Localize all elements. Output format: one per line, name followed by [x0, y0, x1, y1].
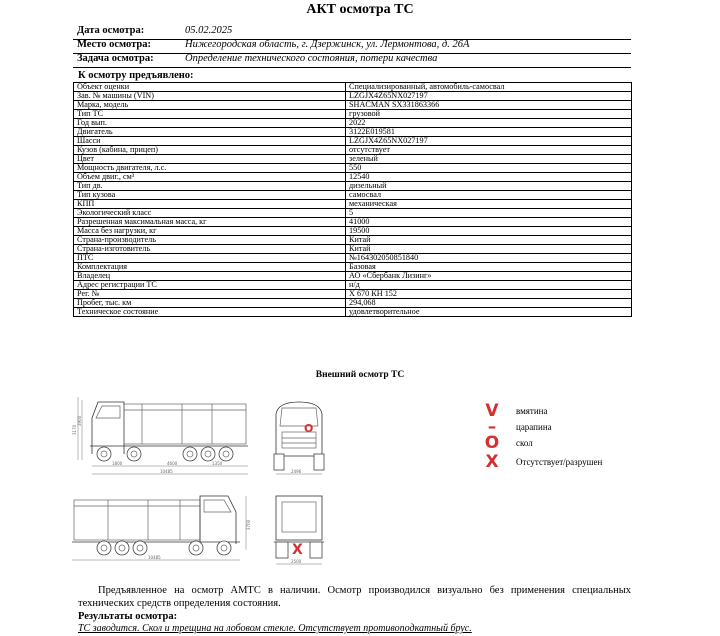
legend-label: скол [516, 438, 533, 448]
spec-label: Адрес регистрации ТС [74, 281, 346, 290]
spec-label: Объем двиг., см³ [74, 173, 346, 182]
spec-label: Двигатель [74, 128, 346, 137]
spec-row [74, 245, 632, 254]
header-label: Дата осмотра: [77, 25, 145, 36]
spec-label: Марка, модель [74, 101, 346, 110]
spec-row [74, 128, 632, 137]
legend-chip [483, 433, 643, 453]
spec-label: Рег. № [74, 290, 346, 299]
spec-row [74, 281, 632, 290]
svg-text:2496: 2496 [291, 469, 302, 474]
scratch-mark-icon: – [487, 417, 497, 437]
legend-missing [483, 452, 643, 472]
spec-label: КПП [74, 200, 346, 209]
presented-heading: К осмотру предъявлено: [78, 70, 194, 81]
spec-label: Техническое состояние [74, 308, 346, 317]
truck-front-view-drawing [264, 396, 334, 480]
truck-rear-view-drawing [264, 488, 334, 572]
spec-label: Цвет [74, 155, 346, 164]
spec-value: LZGJX4Z65NX027197 [346, 137, 632, 146]
spec-row [74, 83, 632, 92]
spec-label: Комплектация [74, 263, 346, 272]
spec-value: 19500 [346, 227, 632, 236]
spec-label: Масса без нагрузки, кг [74, 227, 346, 236]
spec-row [74, 200, 632, 209]
spec-row [74, 137, 632, 146]
missing-mark-icon: X [485, 452, 499, 472]
spec-row [74, 254, 632, 263]
spec-row [74, 227, 632, 236]
truck-side-view-lower-drawing [68, 488, 254, 572]
spec-value: отсутствует [346, 146, 632, 155]
chip-mark-icon: O [484, 433, 500, 453]
header-value: 05.02.2025 [185, 25, 233, 36]
spec-value: самосвал [346, 191, 632, 200]
svg-text:10485: 10485 [148, 555, 161, 560]
spec-label: Мощность двигателя, л.с. [74, 164, 346, 173]
spec-row [74, 182, 632, 191]
spec-row [74, 110, 632, 119]
legend-label: царапина [516, 422, 552, 432]
spec-label: Зав. № машины (VIN) [74, 92, 346, 101]
spec-label: Шасси [74, 137, 346, 146]
header-row-date [73, 25, 631, 40]
truck-side-view-drawing [72, 392, 250, 482]
spec-label: Страна-производитель [74, 236, 346, 245]
spec-value: 12540 [346, 173, 632, 182]
svg-text:4600: 4600 [167, 461, 178, 466]
spec-label: Год вып. [74, 119, 346, 128]
spec-label: Пробег, тыс. км [74, 299, 346, 308]
spec-row [74, 209, 632, 218]
spec-row [74, 308, 632, 317]
svg-text:3900: 3900 [77, 415, 82, 426]
spec-value: 294,068 [346, 299, 632, 308]
results-text: ТС заводится. Скол и трещина на лобовом стекле. Отсутствует противоподкатный брус. [78, 623, 472, 634]
spec-label: Тип кузова [74, 191, 346, 200]
damage-mark-missing: X [292, 542, 303, 558]
spec-value: АО «Сбербанк Лизинг» [346, 272, 632, 281]
header-value: Определение технического состояния, потери качества [185, 53, 438, 64]
spec-label: ПТС [74, 254, 346, 263]
damage-mark-chip: O [304, 422, 314, 435]
spec-label: Тип дв. [74, 182, 346, 191]
spec-row [74, 272, 632, 281]
spec-value: удовлетворительное [346, 308, 632, 317]
spec-row [74, 173, 632, 182]
svg-text:1350: 1350 [212, 461, 223, 466]
spec-row [74, 191, 632, 200]
spec-label: Тип ТС [74, 110, 346, 119]
results-heading: Результаты осмотра: [78, 611, 178, 622]
spec-value: SHACMAN SX331863366 [346, 101, 632, 110]
spec-value: 2022 [346, 119, 632, 128]
spec-label: Объект оценки [74, 83, 346, 92]
header-value: Нижегородская область, г. Дзержинск, ул. Лермонтова, д. 26А [185, 39, 470, 50]
spec-value: Специализированный, автомобиль-самосвал [346, 83, 632, 92]
spec-row [74, 146, 632, 155]
spec-value: Китай [346, 236, 632, 245]
spec-row [74, 119, 632, 128]
legend-label: Отсутствует/разрушен [516, 457, 603, 467]
spec-label: Страна-изготовитель [74, 245, 346, 254]
spec-value: дизельный [346, 182, 632, 191]
svg-text:3700: 3700 [246, 519, 251, 530]
header-label: Место осмотра: [77, 39, 152, 50]
spec-row [74, 299, 632, 308]
spec-row [74, 236, 632, 245]
spec-row [74, 164, 632, 173]
spec-value: №164302050851840 [346, 254, 632, 263]
vehicle-spec-table [73, 82, 632, 317]
spec-value: Базовая [346, 263, 632, 272]
spec-value: 3122E019581 [346, 128, 632, 137]
spec-row [74, 92, 632, 101]
spec-label: Владелец [74, 272, 346, 281]
header-row-place [73, 39, 631, 54]
svg-text:3170: 3170 [72, 424, 77, 435]
spec-value: 5 [346, 209, 632, 218]
spec-row [74, 218, 632, 227]
svg-text:10485: 10485 [160, 469, 173, 474]
legend-label: вмятина [516, 406, 548, 416]
spec-label: Кузов (кабина, прицеп) [74, 146, 346, 155]
spec-row [74, 263, 632, 272]
svg-text:2500: 2500 [291, 559, 302, 564]
dent-mark-icon: V [485, 401, 499, 421]
spec-label: Экологический класс [74, 209, 346, 218]
spec-value: 41000 [346, 218, 632, 227]
spec-row [74, 290, 632, 299]
spec-value: 550 [346, 164, 632, 173]
spec-value: зеленый [346, 155, 632, 164]
document-title: АКТ осмотра ТС [306, 2, 414, 17]
spec-value: механическая [346, 200, 632, 209]
svg-text:1800: 1800 [112, 461, 123, 466]
spec-value: грузовой [346, 110, 632, 119]
spec-row [74, 155, 632, 164]
spec-value: LZGJX4Z65NX027197 [346, 92, 632, 101]
spec-value: н/д [346, 281, 632, 290]
header-row-task [73, 53, 631, 68]
inspection-paragraph: Предъявленное на осмотр АМТС в наличии. Осмотр производился визуально без применения специальных технических средств определения состояния. [78, 585, 631, 609]
spec-row [74, 101, 632, 110]
spec-label: Разрешенная максимальная масса, кг [74, 218, 346, 227]
spec-value: Х 670 КН 152 [346, 290, 632, 299]
header-label: Задача осмотра: [77, 53, 154, 64]
external-inspection-title: Внешний осмотр ТС [315, 370, 405, 380]
spec-value: Китай [346, 245, 632, 254]
